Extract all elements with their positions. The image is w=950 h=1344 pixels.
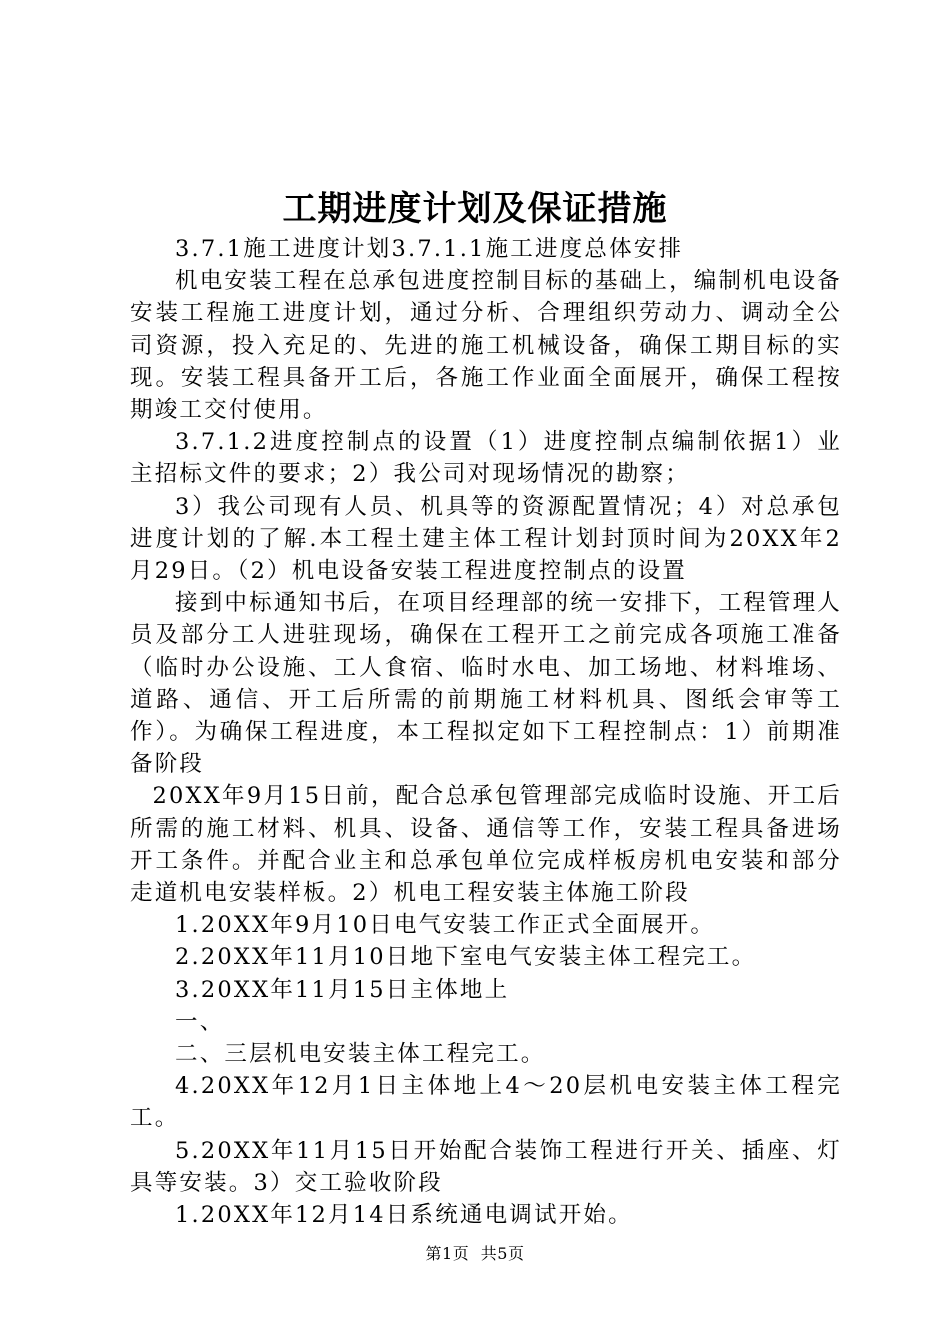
paragraph: 接到中标通知书后，在项目经理部的统一安排下，工程管理人员及部分工人进驻现场，确保在工程开工之前完成各项施工准备（临时办公设施、工人食宿、临时水电、加工场地、材料堆场、道路、通信、开工后所需的前期施工材料机具、图纸会审等工作）。为确保工程进度，本工程拟定如下工程控制点：1）前期准备阶段 <box>130 590 842 778</box>
list-item: 二、三层机电安装主体工程完工。 <box>175 1041 546 1068</box>
list-item: 3.20XX年11月15日主体地上 <box>175 976 510 1003</box>
paragraph: 20XX年9月15日前，配合总承包管理部完成临时设施、开工后所需的施工材料、机具、设备、通信等工作，安装工程具备进场开工条件。并配合业主和总承包单位完成样板房机电安装和部分走道机电安装样板。2）机电工程安装主体施工阶段 <box>130 783 842 907</box>
paragraph-section-heading: 3.7.1施工进度计划3.7.1.1施工进度总体安排 <box>175 236 684 262</box>
list-item: 4.20XX年12月1日主体地上4～20层机电安装主体工程完工。 <box>130 1073 842 1132</box>
document-body <box>130 233 842 1231</box>
list-item: 1.20XX年12月14日系统通电调试开始。 <box>175 1202 633 1229</box>
paragraph: 3）我公司现有人员、机具等的资源配置情况；4）对总承包进度计划的了解.本工程土建主体工程计划封顶时间为20XX年2月29日。（2）机电设备安装工程进度控制点的设置 <box>130 493 842 585</box>
paragraph: 3.7.1.2进度控制点的设置（1）进度控制点编制依据1）业主招标文件的要求；2）我公司对现场情况的勘察； <box>130 429 842 488</box>
paragraph: 机电安装工程在总承包进度控制目标的基础上，编制机电设备安装工程施工进度计划，通过分析、合理组织劳动力、调动全公司资源，投入充足的、先进的施工机械设备，确保工期目标的实现。安装工程具备开工后，各施工作业面全面展开，确保工程按期竣工交付使用。 <box>130 268 842 424</box>
list-item: 5.20XX年11月15日开始配合装饰工程进行开关、插座、灯具等安装。3）交工验收阶段 <box>130 1137 842 1196</box>
document-title: 工期进度计划及保证措施 <box>282 189 668 229</box>
list-item: 1.20XX年9月10日电气安装工作正式全面展开。 <box>175 912 716 939</box>
page-total: 共5页 <box>480 1244 525 1263</box>
list-item: 2.20XX年11月10日地下室电气安装主体工程完工。 <box>175 944 757 971</box>
list-item: 一、 <box>175 1008 225 1035</box>
page-number: 第1页 <box>425 1244 470 1263</box>
page-footer <box>0 1243 950 1265</box>
